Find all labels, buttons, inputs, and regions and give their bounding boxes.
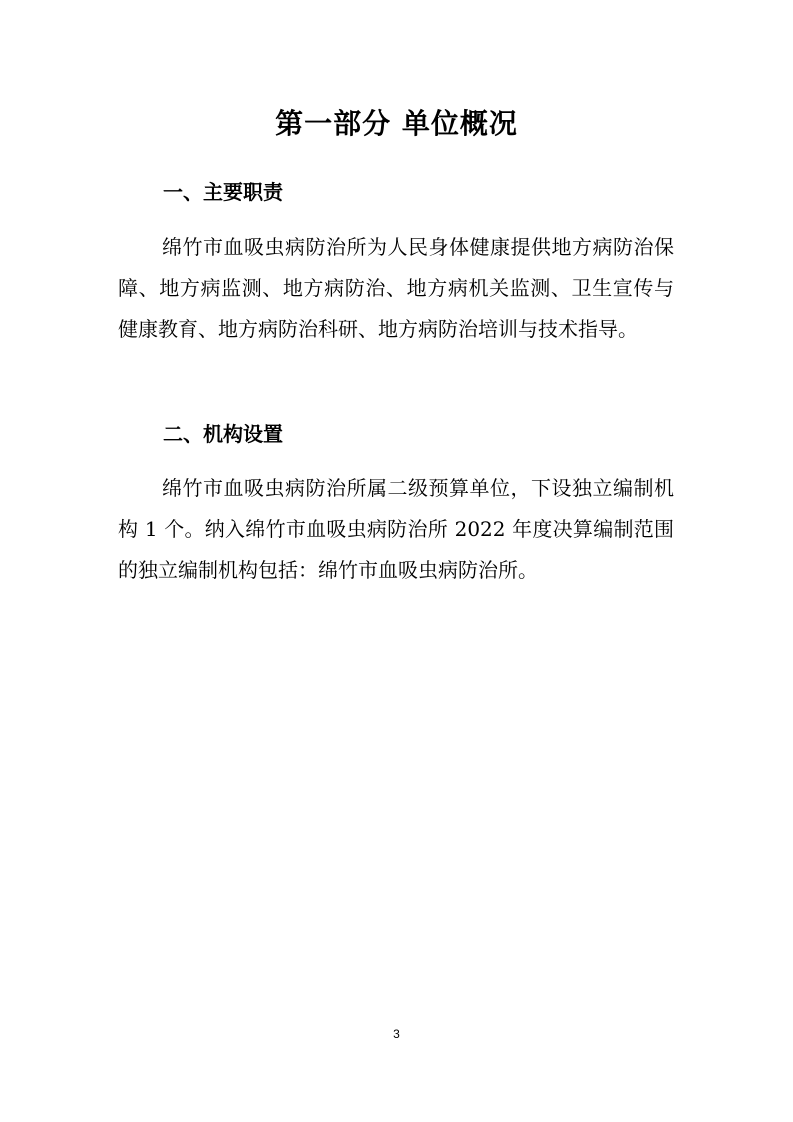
page-title: 第一部分 单位概况 <box>275 107 518 140</box>
paragraph-organization: 绵竹市血吸虫病防治所属二级预算单位，下设独立编制机构 1 个。纳入绵竹市血吸虫病防治所 2022 年度决算编制范围的独立编制机构包括：绵竹市血吸虫病防治所。 <box>118 476 674 582</box>
page-number: 3 <box>393 1027 400 1041</box>
section-heading-main-duties: 一、主要职责 <box>163 180 283 204</box>
paragraph-main-duties: 绵竹市血吸虫病防治所为人民身体健康提供地方病防治保障、地方病监测、地方病防治、地方病机关监测、卫生宣传与健康教育、地方病防治科研、地方病防治培训与技术指导。 <box>118 235 674 341</box>
section-heading-organization: 二、机构设置 <box>163 422 283 446</box>
